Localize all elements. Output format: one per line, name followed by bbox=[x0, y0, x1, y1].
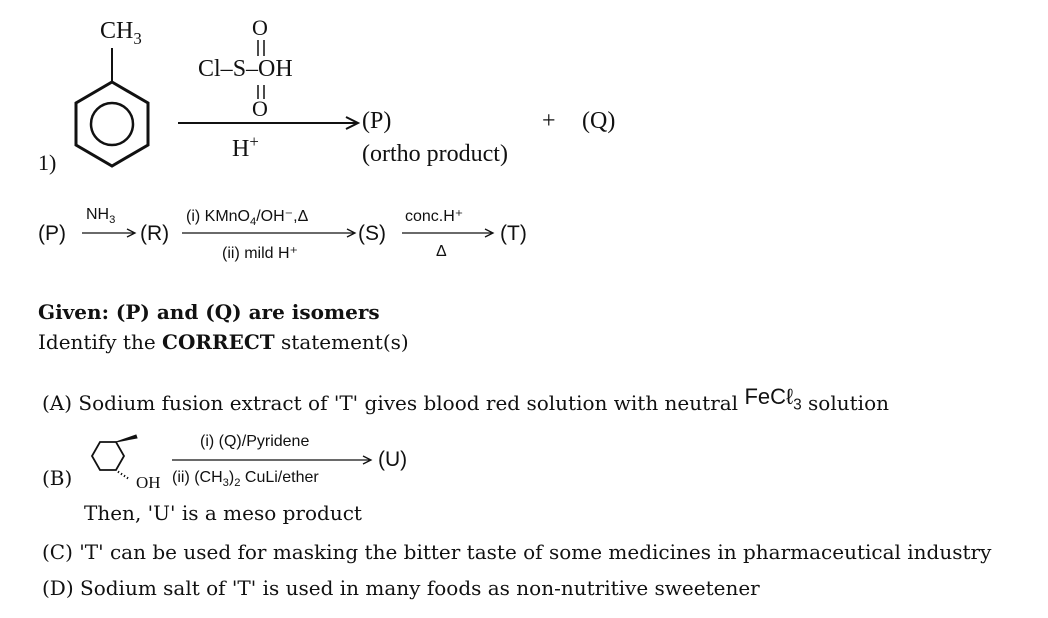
question-number: 1) bbox=[38, 150, 57, 175]
reaction-arrow-1 bbox=[176, 114, 362, 132]
reaction-arrow-b bbox=[170, 453, 376, 467]
step1-reagent: $NH_3$ bbox=[86, 206, 116, 227]
option-d-label: (D) bbox=[42, 576, 74, 600]
option-d[interactable] bbox=[42, 576, 760, 600]
option-d-text: Sodium salt of 'T' is used in many foods as non-nutritive sweetener bbox=[80, 576, 760, 600]
plus-sign: + bbox=[542, 108, 556, 134]
reaction-arrow-4 bbox=[400, 226, 498, 240]
product-s: (S) bbox=[358, 222, 386, 245]
step3-reagent-bottom: Δ bbox=[436, 243, 447, 260]
option-b-reagent-top: (i) (Q)/Pyridene bbox=[200, 433, 310, 450]
hydroxyl-label: OH bbox=[136, 473, 161, 492]
option-b-label[interactable]: (B) bbox=[42, 466, 73, 490]
reaction2-start-p: (P) bbox=[38, 222, 66, 245]
option-c-label: (C) bbox=[42, 540, 73, 564]
product-q: (Q) bbox=[582, 108, 616, 134]
reaction-arrow-3 bbox=[180, 226, 360, 240]
instruction-line: Identify the CORRECT statement(s) bbox=[38, 330, 409, 354]
step2-reagent-bottom: (ii) mild H⁺ bbox=[222, 245, 298, 262]
option-b-text: Then, 'U' is a meso product bbox=[84, 501, 362, 525]
reagent-o-bottom: O bbox=[252, 96, 268, 121]
methyl-group-label: $CH_3$ bbox=[100, 18, 142, 48]
product-p-note: (ortho product) bbox=[362, 141, 508, 167]
toluene-ring bbox=[60, 40, 170, 180]
given-statement: Given: (P) and (Q) are isomers bbox=[38, 300, 380, 324]
option-a[interactable] bbox=[42, 384, 889, 420]
product-p: (P) bbox=[362, 108, 392, 134]
reagent-o-top: O bbox=[252, 15, 268, 40]
methylcyclohexanol-structure bbox=[84, 432, 144, 488]
option-a-label: (A) bbox=[42, 391, 73, 415]
step2-reagent-top: (i) KMnO$_4$/OH⁻,Δ bbox=[186, 208, 309, 229]
acid-condition: H+ bbox=[232, 132, 259, 162]
option-c-text: 'T' can be used for masking the bitter taste of some medicines in pharmaceutical industry bbox=[79, 540, 992, 564]
product-r: (R) bbox=[140, 222, 170, 245]
option-a-tail: solution bbox=[808, 391, 889, 415]
step3-reagent-top: conc.H⁺ bbox=[405, 208, 464, 225]
option-b-reagent-bottom: (ii) $(CH_3)_2$ CuLi/ether bbox=[172, 469, 319, 490]
product-t: (T) bbox=[500, 222, 527, 245]
option-a-text: Sodium fusion extract of 'T' gives blood red solution with neutral bbox=[78, 391, 739, 415]
so-double-bond-top bbox=[253, 39, 269, 57]
product-u: (U) bbox=[378, 448, 408, 471]
reaction-arrow-2 bbox=[80, 226, 138, 240]
option-c[interactable] bbox=[42, 540, 991, 564]
ferric-chloride-formula: FeCℓ$_3$ bbox=[744, 384, 802, 414]
chlorosulfonic-acid-formula: Cl–S–OH bbox=[198, 56, 293, 82]
